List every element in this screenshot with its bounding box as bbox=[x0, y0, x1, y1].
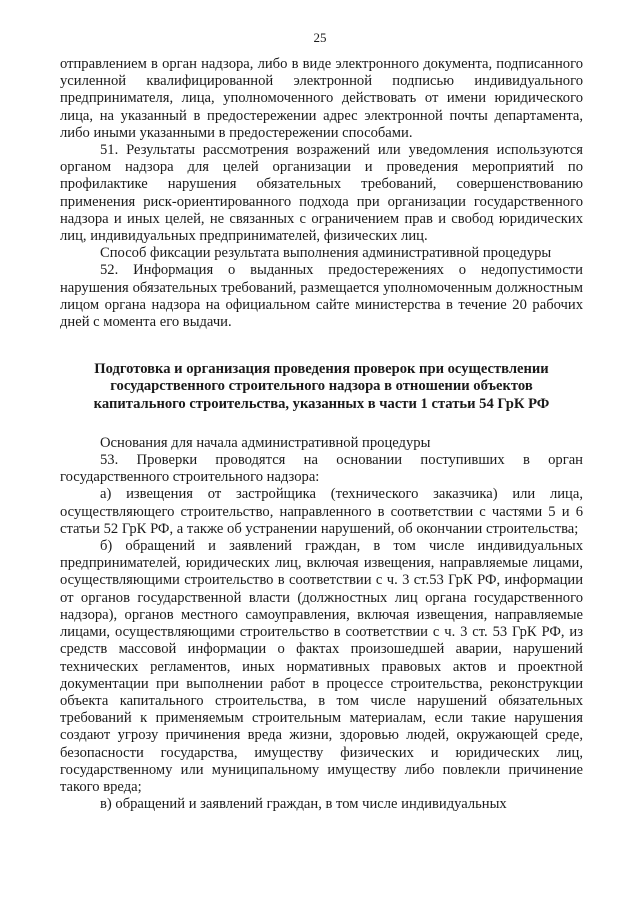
paragraph-53-v: в) обращений и заявлений граждан, в том числе индивидуальных bbox=[100, 796, 507, 813]
paragraph-51: 51. Результаты рассмотрения возражений или уведомления используются органом надзора для целей организации и проведения мероприятий по профилактике нарушения обязательных требований, совершенствованию применения риск-ориентированного подхода при организации государственного надзора и иных целей, не связанных с ограничением прав и свобод юридических лиц, индивидуальных предпринимателей, физических лиц. bbox=[60, 142, 583, 245]
page-number: 25 bbox=[313, 30, 327, 45]
section-heading bbox=[60, 361, 583, 413]
paragraph-53-b: б) обращений и заявлений граждан, в том числе индивидуальных предпринимателей, юридических лиц, включая извещения, направляемые лицами, осуществляющими строительство в соответствии с ч. 3 ст.53 ГрК РФ, информации от органов государственной власти (должностных лиц органа государственного надзора), органов местного самоуправления, включая извещения, направляемые лицами, осуществляющими строительство в соответствии с ч. 3 ст. 53 ГрК РФ, из средств массовой информации о фактах произошедшей аварии, нарушений технических регламентов, иных нормативных правовых актов и проектной документации при выполнении работ в процессе строительства, реконструкции объекта капитального строительства, в том числе нарушений обязательных требований к применяемым строительным материалам, если такие нарушения создают угрозу причинения вреда жизни, здоровью людей, окружающей среде, безопасности государства, имуществу физических и юридических лиц, государственному или муниципальному имуществу либо повлекли причинение такого вреда; bbox=[60, 538, 583, 795]
document-body bbox=[60, 56, 583, 813]
section-heading-line-1: Подготовка и организация проведения проверок при осуществлении bbox=[94, 361, 549, 378]
paragraph-continuation: отправлением в орган надзора, либо в виде электронного документа, подписанного усиленной квалифицированной электронной подписью индивидуального предпринимателя, лица, уполномоченного действовать от имени юридического лица, на указанный в предостережении адрес электронной почты департамента, либо иными указанными в предостережении способами. bbox=[60, 56, 583, 141]
paragraph-53: 53. Проверки проводятся на основании поступивших в орган государственного строительного надзора: bbox=[60, 452, 583, 486]
paragraph-grounds: Основания для начала административной процедуры bbox=[100, 434, 431, 451]
section-heading-line-3: капитального строительства, указанных в части 1 статьи 54 ГрК РФ bbox=[93, 395, 550, 412]
section-heading-line-2: государственного строительного надзора в отношении объектов bbox=[110, 378, 533, 395]
paragraph-fixation-method: Способ фиксации результата выполнения административной процедуры bbox=[100, 245, 552, 262]
paragraph-52: 52. Информация о выданных предостережениях о недопустимости нарушения обязательных требований, размещается уполномоченным должностным лицом органа надзора на официальном сайте министерства в течение 20 рабочих дней с момента его выдачи. bbox=[60, 262, 583, 331]
paragraph-53-a: а) извещения от застройщика (технического заказчика) или лица, осуществляющего строительство, направленного в соответствии с частями 5 и 6 статьи 52 ГрК РФ, а также об устранении нарушений, об окончании строительства; bbox=[60, 486, 583, 537]
